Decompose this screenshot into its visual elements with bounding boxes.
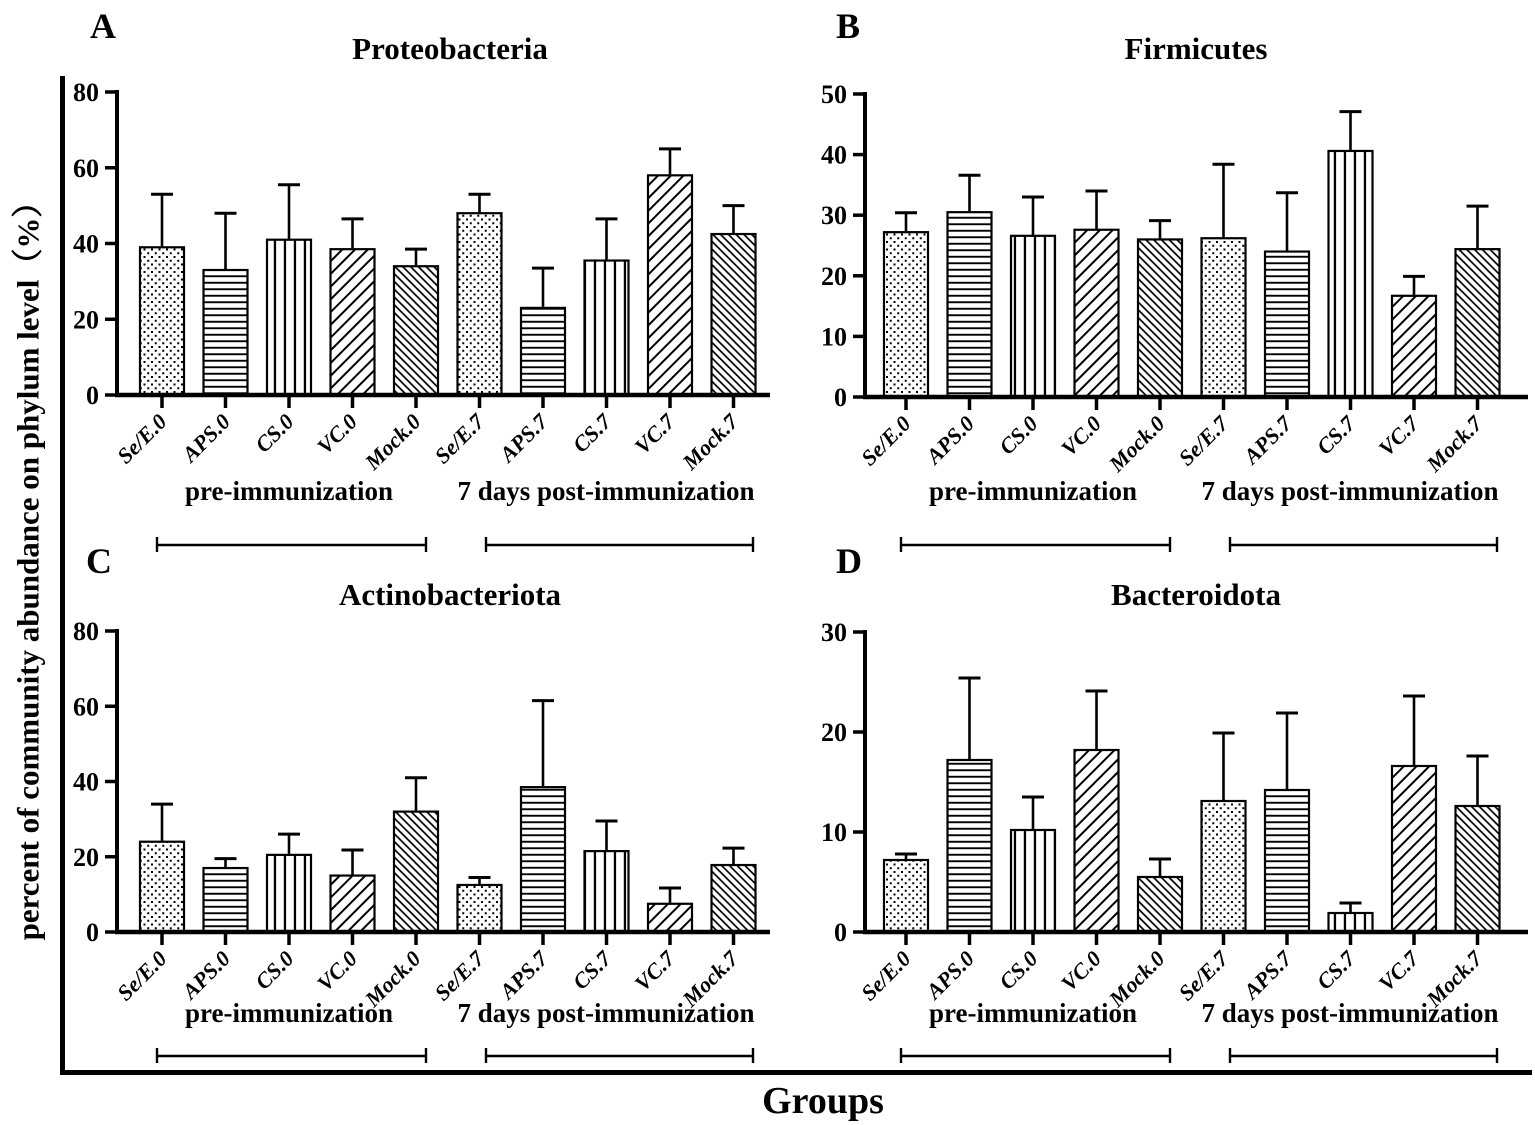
bar-VC.7 bbox=[1392, 766, 1436, 932]
y-tick-label-60: 60 bbox=[73, 153, 99, 183]
x-tick-label-Mock.7: Mock.7 bbox=[1421, 945, 1488, 1012]
x-tick-label-Se/E.7: Se/E.7 bbox=[429, 408, 490, 469]
x-tick-label-Se/E.7: Se/E.7 bbox=[429, 945, 490, 1006]
x-tick-label-Mock.0: Mock.0 bbox=[359, 945, 426, 1012]
bar-APS.7 bbox=[521, 308, 565, 395]
x-tick-label-APS.0: APS.0 bbox=[177, 945, 236, 1004]
x-tick-label-CS.7: CS.7 bbox=[1311, 945, 1361, 995]
bar-APS.0 bbox=[204, 270, 248, 395]
bar-CS.7 bbox=[1329, 913, 1373, 932]
x-tick-label-APS.7: APS.7 bbox=[1238, 945, 1297, 1004]
bar-Mock.7 bbox=[1456, 806, 1500, 932]
bar-APS.0 bbox=[204, 868, 248, 932]
panel-c-letter: C bbox=[86, 541, 112, 581]
x-tick-label-CS.7: CS.7 bbox=[567, 408, 617, 458]
bar-Se/E.7 bbox=[458, 213, 502, 395]
x-tick-label-CS.7: CS.7 bbox=[1311, 410, 1361, 460]
bar-Mock.7 bbox=[1456, 249, 1500, 397]
y-tick-label-80: 80 bbox=[73, 617, 99, 646]
panel-a-pre-immunization-label: pre-immunization bbox=[185, 476, 393, 506]
bar-VC.0 bbox=[1075, 750, 1119, 932]
panel-a-letter: A bbox=[90, 6, 116, 46]
panel-b-letter: B bbox=[836, 6, 861, 46]
x-axis-title: Groups bbox=[762, 1080, 884, 1122]
bar-Se/E.0 bbox=[884, 232, 928, 397]
bar-APS.0 bbox=[948, 760, 992, 932]
x-tick-label-Se/E.0: Se/E.0 bbox=[111, 408, 172, 469]
bar-Mock.0 bbox=[1138, 877, 1182, 932]
x-tick-label-Mock.7: Mock.7 bbox=[677, 408, 744, 475]
x-tick-label-Se/E.7: Se/E.7 bbox=[1173, 410, 1234, 471]
figure-frame-x-axis bbox=[60, 1070, 1532, 1075]
x-tick-label-APS.7: APS.7 bbox=[494, 945, 553, 1004]
x-tick-label-Mock.7: Mock.7 bbox=[677, 945, 744, 1012]
bar-VC.7 bbox=[648, 175, 692, 395]
bar-Se/E.0 bbox=[884, 860, 928, 932]
bar-Mock.7 bbox=[712, 234, 756, 395]
bar-CS.7 bbox=[585, 851, 629, 932]
bar-CS.7 bbox=[585, 261, 629, 395]
bar-APS.0 bbox=[948, 212, 992, 397]
y-tick-label-80: 80 bbox=[73, 78, 99, 107]
panel-c-plot bbox=[73, 617, 770, 1063]
bar-Mock.0 bbox=[394, 812, 438, 932]
x-tick-label-Se/E.0: Se/E.0 bbox=[855, 410, 916, 471]
bar-Mock.7 bbox=[712, 865, 756, 932]
x-tick-label-VC.7: VC.7 bbox=[629, 945, 680, 996]
bar-VC.7 bbox=[648, 904, 692, 932]
bar-CS.0 bbox=[1011, 236, 1055, 397]
x-tick-label-Se/E.7: Se/E.7 bbox=[1173, 945, 1234, 1006]
y-tick-label-0: 0 bbox=[834, 383, 847, 412]
bar-VC.7 bbox=[1392, 296, 1436, 397]
bar-CS.0 bbox=[1011, 830, 1055, 932]
bar-CS.0 bbox=[267, 240, 311, 395]
panel-c-pre-immunization-label: pre-immunization bbox=[185, 998, 393, 1028]
x-tick-label-VC.7: VC.7 bbox=[629, 408, 680, 459]
x-tick-label-APS.7: APS.7 bbox=[1238, 410, 1297, 469]
x-tick-label-APS.0: APS.0 bbox=[177, 408, 236, 467]
x-tick-label-VC.0: VC.0 bbox=[311, 408, 363, 459]
x-tick-label-Se/E.0: Se/E.0 bbox=[855, 945, 916, 1006]
y-tick-label-10: 10 bbox=[821, 322, 847, 352]
y-tick-label-0: 0 bbox=[86, 381, 99, 410]
panel-c-post-immunization-label: 7 days post-immunization bbox=[457, 998, 755, 1028]
bar-CS.0 bbox=[267, 855, 311, 932]
x-tick-label-CS.0: CS.0 bbox=[994, 945, 1043, 995]
panel-b-title: Firmicutes bbox=[1124, 31, 1268, 66]
y-axis-title: percent of community abundance on phylum level（%） bbox=[10, 186, 46, 941]
bar-VC.0 bbox=[331, 876, 375, 932]
y-tick-label-40: 40 bbox=[73, 767, 99, 797]
panel-c-title: Actinobacteriota bbox=[338, 577, 562, 612]
x-tick-label-CS.0: CS.0 bbox=[250, 945, 299, 995]
y-tick-label-40: 40 bbox=[821, 140, 847, 170]
bar-APS.7 bbox=[521, 787, 565, 932]
bar-Mock.0 bbox=[394, 266, 438, 395]
panel-d-post-immunization-label: 7 days post-immunization bbox=[1201, 998, 1499, 1028]
y-tick-label-0: 0 bbox=[834, 918, 847, 947]
x-tick-label-Mock.0: Mock.0 bbox=[1103, 410, 1170, 477]
y-tick-label-20: 20 bbox=[73, 305, 99, 335]
x-tick-label-Mock.0: Mock.0 bbox=[359, 408, 426, 475]
x-tick-label-CS.0: CS.0 bbox=[994, 410, 1043, 460]
bar-Se/E.0 bbox=[140, 842, 184, 932]
panel-b-post-immunization-label: 7 days post-immunization bbox=[1201, 476, 1499, 506]
y-tick-label-50: 50 bbox=[821, 80, 847, 109]
x-tick-label-VC.0: VC.0 bbox=[311, 945, 363, 996]
x-tick-label-APS.0: APS.0 bbox=[921, 410, 980, 469]
bar-VC.0 bbox=[1075, 230, 1119, 397]
y-tick-label-0: 0 bbox=[86, 918, 99, 947]
y-tick-label-40: 40 bbox=[73, 229, 99, 259]
x-tick-label-APS.7: APS.7 bbox=[494, 408, 553, 467]
x-tick-label-Mock.7: Mock.7 bbox=[1421, 410, 1488, 477]
x-tick-label-CS.7: CS.7 bbox=[567, 945, 617, 995]
panel-a-post-immunization-label: 7 days post-immunization bbox=[457, 476, 755, 506]
bar-Se/E.7 bbox=[1202, 801, 1246, 932]
panel-d-pre-immunization-label: pre-immunization bbox=[929, 998, 1137, 1028]
bar-CS.7 bbox=[1329, 151, 1373, 397]
panel-d-letter: D bbox=[836, 541, 862, 581]
x-tick-label-CS.0: CS.0 bbox=[250, 408, 299, 458]
bar-APS.7 bbox=[1265, 790, 1309, 932]
x-tick-label-VC.0: VC.0 bbox=[1055, 945, 1107, 996]
y-tick-label-20: 20 bbox=[73, 842, 99, 872]
y-tick-label-20: 20 bbox=[821, 718, 847, 747]
panel-b-pre-immunization-label: pre-immunization bbox=[929, 476, 1137, 506]
y-tick-label-60: 60 bbox=[73, 692, 99, 722]
x-tick-label-APS.0: APS.0 bbox=[921, 945, 980, 1004]
x-tick-label-VC.7: VC.7 bbox=[1373, 945, 1424, 996]
x-tick-label-VC.0: VC.0 bbox=[1055, 410, 1107, 461]
panel-d-plot bbox=[821, 618, 1528, 1063]
figure-frame-y-axis bbox=[60, 76, 65, 1075]
panel-a-title: Proteobacteria bbox=[352, 31, 548, 66]
bar-Se/E.7 bbox=[458, 885, 502, 932]
bar-Se/E.0 bbox=[140, 247, 184, 395]
x-tick-label-Se/E.0: Se/E.0 bbox=[111, 945, 172, 1006]
y-tick-label-10: 10 bbox=[821, 818, 847, 847]
y-tick-label-20: 20 bbox=[821, 261, 847, 291]
y-tick-label-30: 30 bbox=[821, 201, 847, 231]
bar-APS.7 bbox=[1265, 252, 1309, 397]
panel-d-title: Bacteroidota bbox=[1111, 577, 1281, 612]
x-tick-label-VC.7: VC.7 bbox=[1373, 410, 1424, 461]
x-tick-label-Mock.0: Mock.0 bbox=[1103, 945, 1170, 1012]
bar-Se/E.7 bbox=[1202, 238, 1246, 397]
bar-Mock.0 bbox=[1138, 239, 1182, 397]
y-tick-label-30: 30 bbox=[821, 618, 847, 647]
bar-VC.0 bbox=[331, 249, 375, 395]
